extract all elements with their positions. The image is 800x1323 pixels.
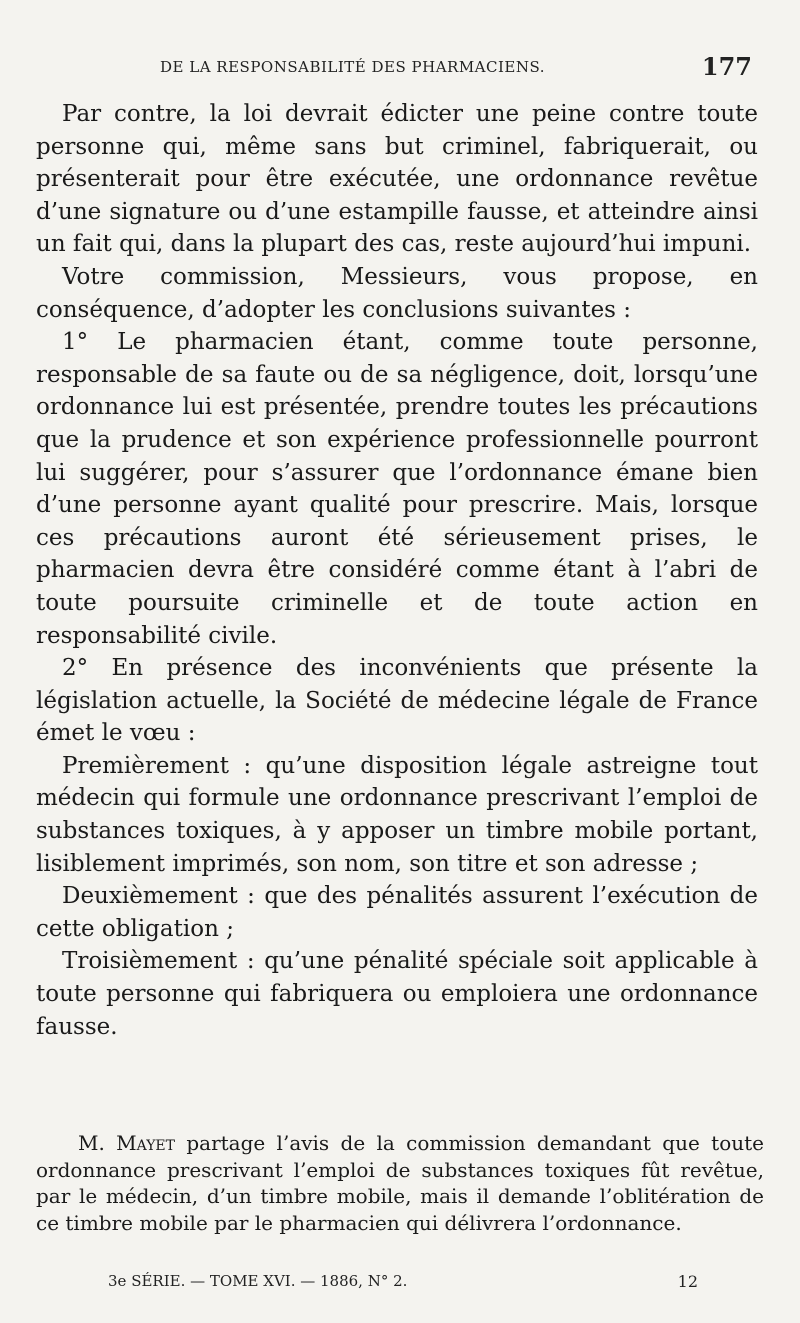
paragraph-penalty-proposal: Par contre, la loi devrait édicter une peine contre toute personne qui, même sans but criminel, fabriquerait, ou présenterait pour être exécutée, une ordonnance revêtue d’une signature ou d’une estampille fausse, et atteindre ainsi un fait qui, dans la plupart des cas, reste aujourd’hui impuni.: [36, 101, 758, 258]
note-text: partage l’avis de la commission demandant que toute ordonnance prescrivant l’emploi de substances toxiques fût revêtue, par le médecin, d’un timbre mobile, mais il demande l’oblitération de ce timbre mobile par le pharmacien qui délivrera l’ordonnance.: [36, 1131, 764, 1235]
paragraph-premierement: Premièrement : qu’une disposition légale astreigne tout médecin qui formule une ordonnance prescrivant l’emploi de substances toxiques, à y apposer un timbre mobile portant, lisiblement imprimés, son nom, son titre et son adresse ;: [36, 752, 758, 877]
page-number: 177: [701, 52, 752, 81]
note-paragraph: [36, 1130, 764, 1236]
paragraph-deuxiemement: Deuxièmement : que des pénalités assurent l’exécution de cette obligation ;: [36, 883, 758, 942]
paragraph-conclusion-2: 2° En présence des inconvénients que présente la législation actuelle, la Société de médecine légale de France émet le vœu :: [36, 655, 758, 747]
running-title: DE LA RESPONSABILITÉ DES PHARMACIENS.: [160, 58, 546, 76]
page-footer: [108, 1272, 708, 1290]
running-header: [160, 52, 760, 81]
sheet-number: 12: [677, 1272, 698, 1291]
paragraph-troisiemement: Troisièmement : qu’une pénalité spéciale soit applicable à toute personne qui fabriquera ou emploiera une ordonnance fausse.: [36, 948, 758, 1040]
main-text: [36, 98, 758, 1043]
discussion-note: [36, 1130, 764, 1236]
paragraph-conclusion-1: 1° Le pharmacien étant, comme toute personne, responsable de sa faute ou de sa négligence, doit, lorsqu’une ordonnance lui est présentée, prendre toutes les précautions que la prudence et son expérience professionnelle pourront lui suggérer, pour s’assurer que l’ordonnance émane bien d’une personne ayant qualité pour prescrire. Mais, lorsque ces précautions auront été sérieusement prises, le pharmacien devra être considéré comme étant à l’abri de toute poursuite criminelle et de toute action en responsabilité civile.: [36, 329, 758, 649]
series-info: 3e SÉRIE. — TOME XVI. — 1886, N° 2.: [108, 1272, 408, 1290]
paragraph-commission-conclusions: Votre commission, Messieurs, vous propose, en conséquence, d’adopter les conclusions suivantes :: [36, 263, 758, 323]
note-speaker: M. Mayet: [78, 1131, 175, 1155]
